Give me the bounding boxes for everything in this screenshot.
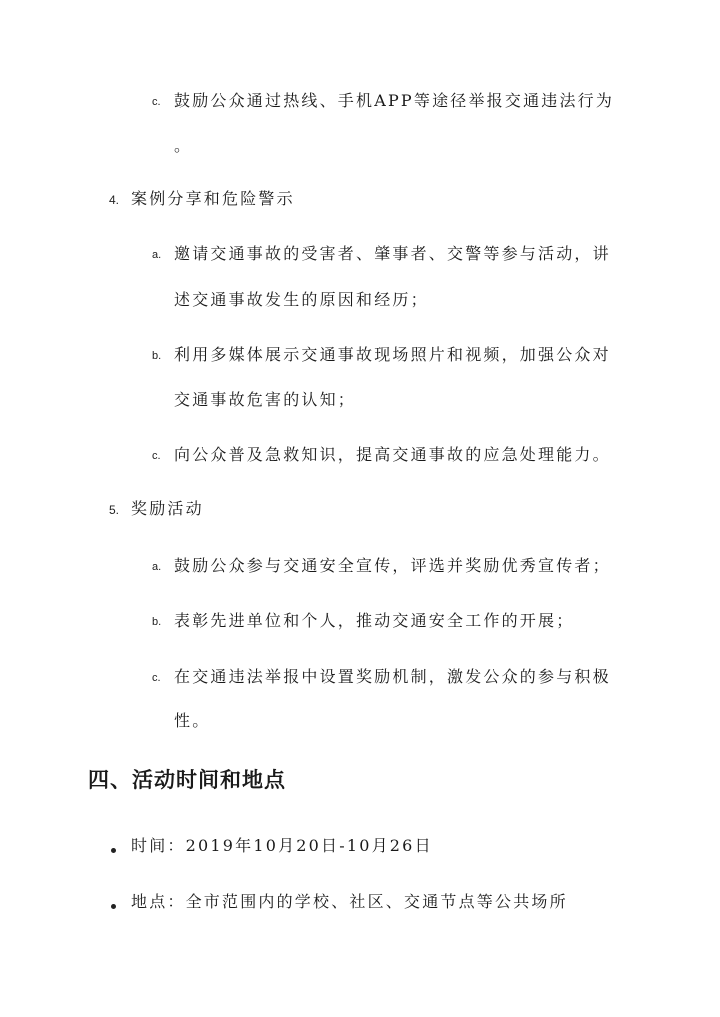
item-text-line: 鼓励公众通过热线、手机APP等途径举报交通违法行为: [174, 91, 615, 110]
section-heading: 四、活动时间和地点: [88, 768, 286, 792]
item-title: 奖励活动: [131, 499, 204, 518]
time-text: 时间：2019年10月20日-10月26日: [131, 836, 433, 855]
list-marker-b: b.: [152, 350, 162, 362]
item-text-line: 鼓励公众参与交通安全宣传，评选并奖励优秀宣传者；: [174, 556, 611, 575]
list-marker-c: c.: [152, 672, 161, 684]
item-text-line: 交通事故危害的认知；: [174, 390, 357, 409]
item-text-line: 性。: [174, 711, 211, 730]
list-marker-a: a.: [152, 561, 162, 573]
bullet-dot-icon: [111, 848, 116, 853]
list-marker-c: c.: [152, 96, 161, 108]
list-marker-c: c.: [152, 450, 161, 462]
item-text-line: 利用多媒体展示交通事故现场照片和视频，加强公众对: [174, 345, 611, 364]
item-text-line: 邀请交通事故的受害者、肇事者、交警等参与活动，讲: [174, 244, 611, 263]
place-text: 地点：全市范围内的学校、社区、交通节点等公共场所: [131, 892, 568, 911]
item-text-line: 向公众普及急救知识，提高交通事故的应急处理能力。: [174, 445, 611, 464]
bullet-dot-icon: [111, 904, 116, 909]
list-number-5: 5.: [109, 503, 120, 517]
list-marker-a: a.: [152, 249, 162, 261]
item-text-line: 述交通事故发生的原因和经历；: [174, 290, 429, 309]
list-number-4: 4.: [109, 193, 120, 207]
item-text-line: 在交通违法举报中设置奖励机制，激发公众的参与积极: [174, 667, 611, 686]
item-text-line: 。: [174, 136, 193, 155]
item-title: 案例分享和危险警示: [131, 189, 295, 208]
list-marker-b: b.: [152, 616, 162, 628]
item-text-line: 表彰先进单位和个人，推动交通安全工作的开展；: [174, 611, 575, 630]
